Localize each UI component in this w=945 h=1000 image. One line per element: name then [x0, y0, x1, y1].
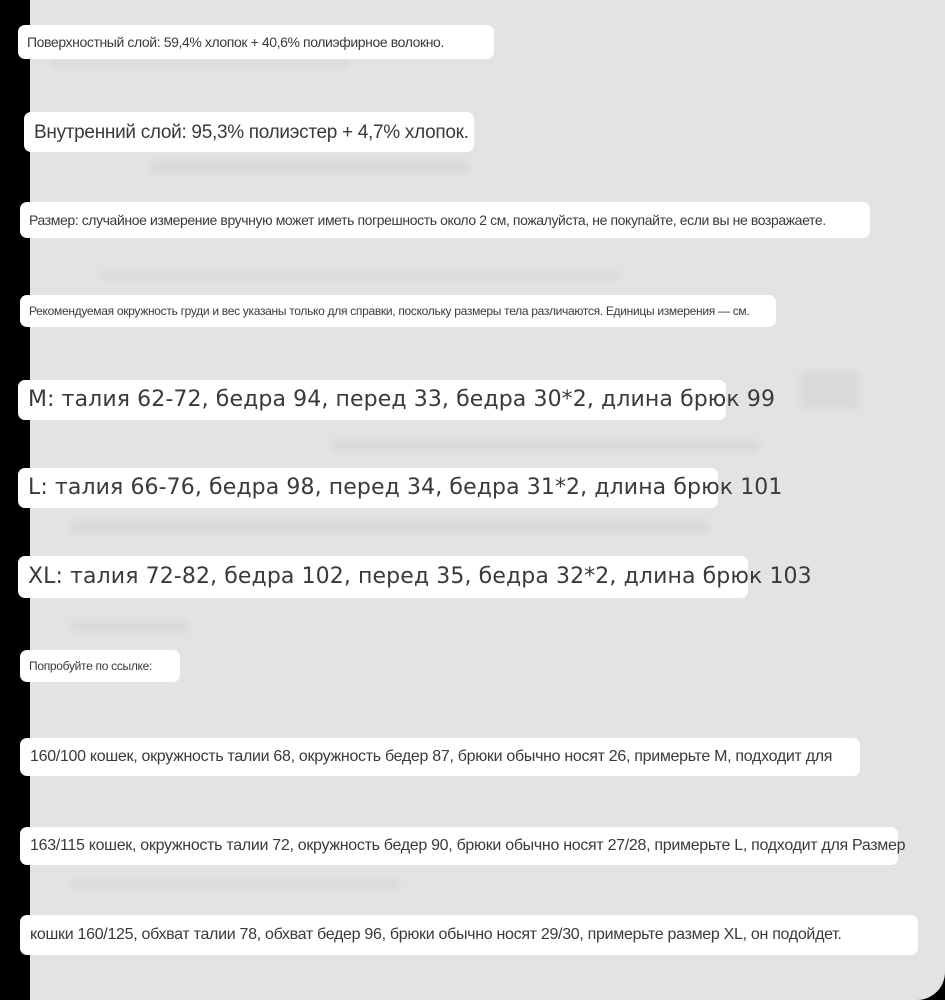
inner-layer-text: Внутренний слой: 95,3% полиэстер + 4,7% хлопок. [24, 112, 474, 152]
size-l-text: L: талия 66-76, бедра 98, перед 34, бедра 31*2, длина брюк 101 [18, 468, 718, 508]
background-ghost [330, 440, 760, 452]
surface-layer-text: Поверхностный слой: 59,4% хлопок + 40,6% полиэфирное волокно. [18, 25, 494, 59]
background-ghost [70, 520, 710, 534]
background-ghost [70, 880, 400, 890]
fit-example-2: 163/115 кошек, окружность талии 72, окружность бедер 90, брюки обычно носят 27/28, примерьте L, подходит для Размер [20, 827, 898, 865]
reference-note-text: Рекомендуемая окружность груди и вес указаны только для справки, поскольку размеры тела различаются. Единицы измерения — см. [20, 295, 776, 327]
size-m-text: M: талия 62-72, бедра 94, перед 33, бедра 30*2, длина брюк 99 [18, 380, 726, 420]
try-link-text: Попробуйте по ссылке: [20, 650, 180, 682]
background-ghost [100, 270, 620, 280]
fit-example-3: кошки 160/125, обхват талии 78, обхват бедер 96, брюки обычно носят 29/30, примерьте размер XL, он подойдет. [20, 915, 918, 955]
background-ghost [70, 620, 190, 632]
background-ghost [50, 60, 350, 68]
fit-example-1: 160/100 кошек, окружность талии 68, окружность бедер 87, брюки обычно носят 26, примерьте M, подходит для [20, 738, 860, 776]
size-xl-text: XL: талия 72-82, бедра 102, перед 35, бедра 32*2, длина брюк 103 [18, 556, 748, 598]
background-ghost [800, 370, 860, 410]
background-ghost [150, 160, 470, 174]
size-note-text: Размер: случайное измерение вручную может иметь погрешность около 2 см, пожалуйста, не покупайте, если вы не возражаете. [20, 202, 870, 238]
